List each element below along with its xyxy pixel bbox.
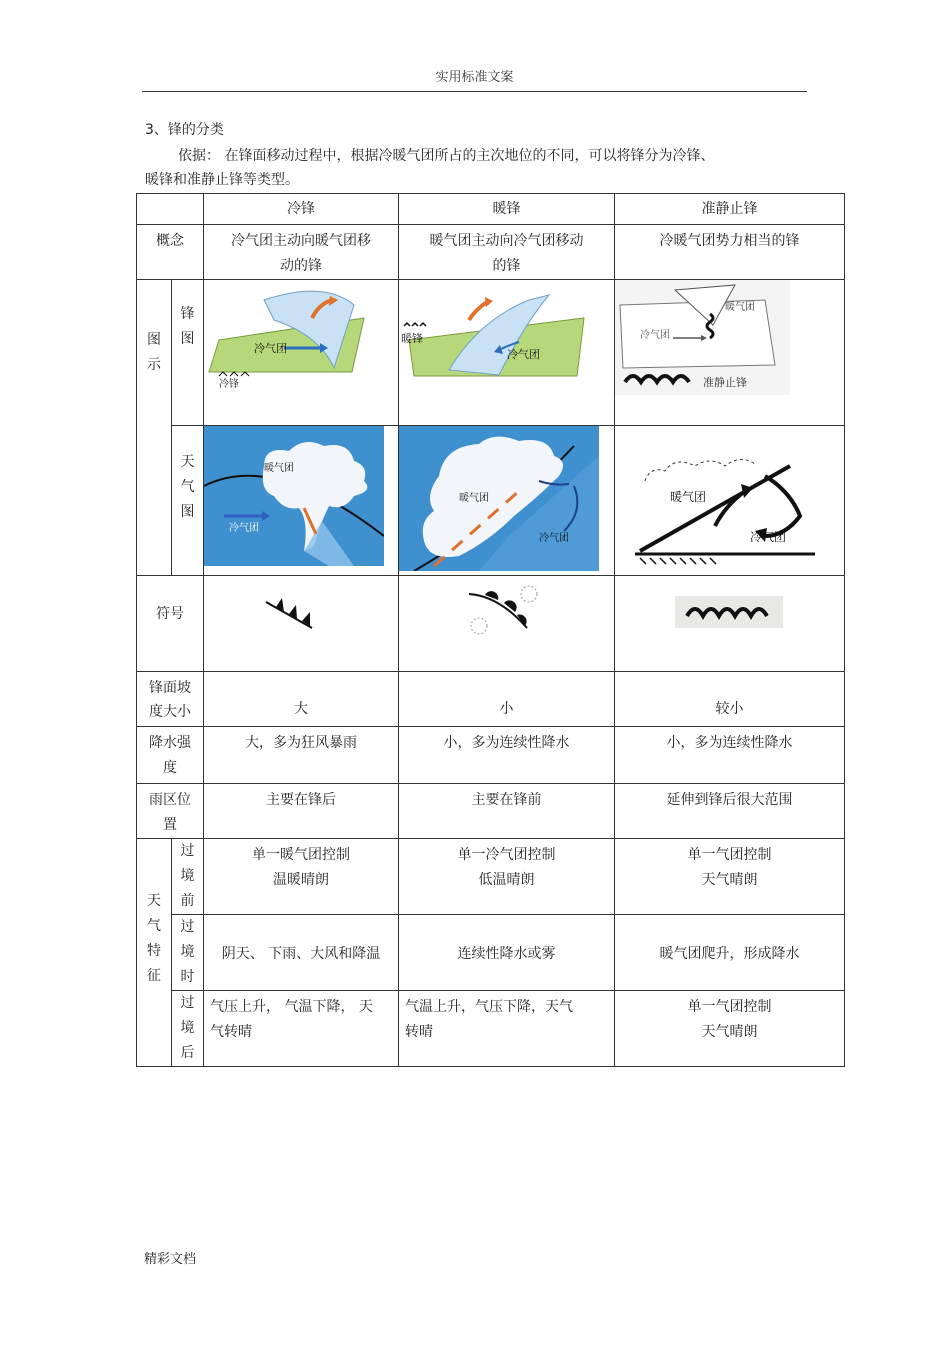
- before-warm: 单一冷气团控制 低温晴朗: [399, 839, 615, 915]
- cold-front-diagram: [204, 280, 379, 390]
- after-stationary: 单一气团控制 天气晴朗: [615, 991, 845, 1067]
- precip-cold: 大，多为狂风暴雨: [204, 727, 399, 784]
- concept-stationary: 冷暖气团势力相当的锋: [615, 225, 845, 280]
- weather-diagram-warm: [399, 426, 615, 576]
- precip-stationary: 小，多为连续性降水: [615, 727, 845, 784]
- svg-text:暖气团: 暖气团: [459, 493, 489, 504]
- row-label-weather: 天气特征: [137, 839, 172, 1067]
- page-footer: 精彩文档: [144, 1252, 197, 1267]
- page-header: 实用标准文案: [435, 70, 514, 85]
- svg-text:冷气团: 冷气团: [507, 348, 540, 361]
- during-warm: 连续性降水或雾: [399, 915, 615, 991]
- concept-cold: 冷气团主动向暖气团移 动的锋: [204, 225, 399, 280]
- col-header-stationary: 准静止锋: [615, 194, 845, 225]
- svg-text:冷气团: 冷气团: [229, 523, 259, 534]
- slope-stationary: 较小: [615, 672, 845, 727]
- col-header-cold: 冷锋: [204, 194, 399, 225]
- warm-front-symbol: [399, 576, 615, 662]
- intro-line-2: 暖锋和准静止锋等类型。: [145, 172, 299, 188]
- symbol-warm: [399, 576, 615, 672]
- warm-weather-diagram: [399, 426, 599, 571]
- svg-text:冷气团: 冷气团: [539, 533, 569, 544]
- cold-front-symbol: [204, 576, 399, 662]
- row-label-slope: 锋面坡度大小: [137, 672, 204, 727]
- col-header-warm: 暖锋: [399, 194, 615, 225]
- stationary-front-symbol: [615, 576, 845, 662]
- after-warm: 气温上升，气压下降，天气 转晴: [399, 991, 615, 1067]
- row-label-diagram: 图示: [137, 280, 172, 576]
- weather-diagram-stationary: [615, 426, 845, 576]
- svg-text:暖气团: 暖气团: [725, 302, 755, 313]
- rain-area-stationary: 延伸到锋后很大范围: [615, 784, 845, 839]
- during-cold: 阴天、 下雨、大风和降温: [204, 915, 399, 991]
- symbol-stationary: [615, 576, 845, 672]
- weather-diagram-cold: [204, 426, 399, 576]
- header-rule: [142, 91, 807, 92]
- row-label-symbol: 符号: [137, 576, 204, 672]
- during-stationary: 暖气团爬升，形成降水: [615, 915, 845, 991]
- before-stationary: 单一气团控制 天气晴朗: [615, 839, 845, 915]
- row-label-rain-area: 雨区位置: [137, 784, 204, 839]
- corner-cell: [137, 194, 204, 225]
- stationary-weather-diagram: [615, 426, 825, 566]
- front-diagram-stationary: [615, 280, 845, 426]
- row-label-after: 过境后: [172, 991, 204, 1067]
- svg-text:准静止锋: 准静止锋: [703, 376, 747, 389]
- row-label-precip: 降水强度: [137, 727, 204, 784]
- row-label-before: 过境前: [172, 839, 204, 915]
- concept-warm: 暖气团主动向冷气团移动 的锋: [399, 225, 615, 280]
- warm-front-diagram: [399, 280, 589, 390]
- svg-text:暖气团: 暖气团: [264, 463, 294, 474]
- svg-text:冷锋: 冷锋: [219, 379, 239, 390]
- front-diagram-warm: [399, 280, 615, 426]
- slope-cold: 大: [204, 672, 399, 727]
- rain-area-warm: 主要在锋前: [399, 784, 615, 839]
- precip-warm: 小，多为连续性降水: [399, 727, 615, 784]
- slope-warm: 小: [399, 672, 615, 727]
- row-label-weather-diagram: 天气图: [172, 426, 204, 576]
- svg-text:暖锋: 暖锋: [401, 332, 423, 345]
- after-cold: 气压上升， 气温下降， 天 气转晴: [204, 991, 399, 1067]
- svg-text:冷气团: 冷气团: [640, 330, 670, 341]
- front-diagram-cold: [204, 280, 399, 426]
- section-title: 3、锋的分类: [145, 122, 224, 138]
- stationary-front-diagram: [615, 280, 790, 395]
- cold-weather-diagram: [204, 426, 384, 566]
- row-label-concept: 概念: [137, 225, 204, 280]
- svg-text:冷气团: 冷气团: [750, 530, 787, 544]
- svg-text:暖气团: 暖气团: [670, 490, 707, 504]
- row-label-during: 过境时: [172, 915, 204, 991]
- rain-area-cold: 主要在锋后: [204, 784, 399, 839]
- row-label-front-diagram: 锋图: [172, 280, 204, 426]
- before-cold: 单一暖气团控制 温暖晴朗: [204, 839, 399, 915]
- front-classification-table: [136, 193, 845, 1067]
- intro-line-1: 依据： 在锋面移动过程中，根据冷暖气团所占的主次地位的不同，可以将锋分为冷锋、: [178, 148, 715, 164]
- symbol-cold: [204, 576, 399, 672]
- svg-text:冷气团: 冷气团: [254, 342, 287, 355]
